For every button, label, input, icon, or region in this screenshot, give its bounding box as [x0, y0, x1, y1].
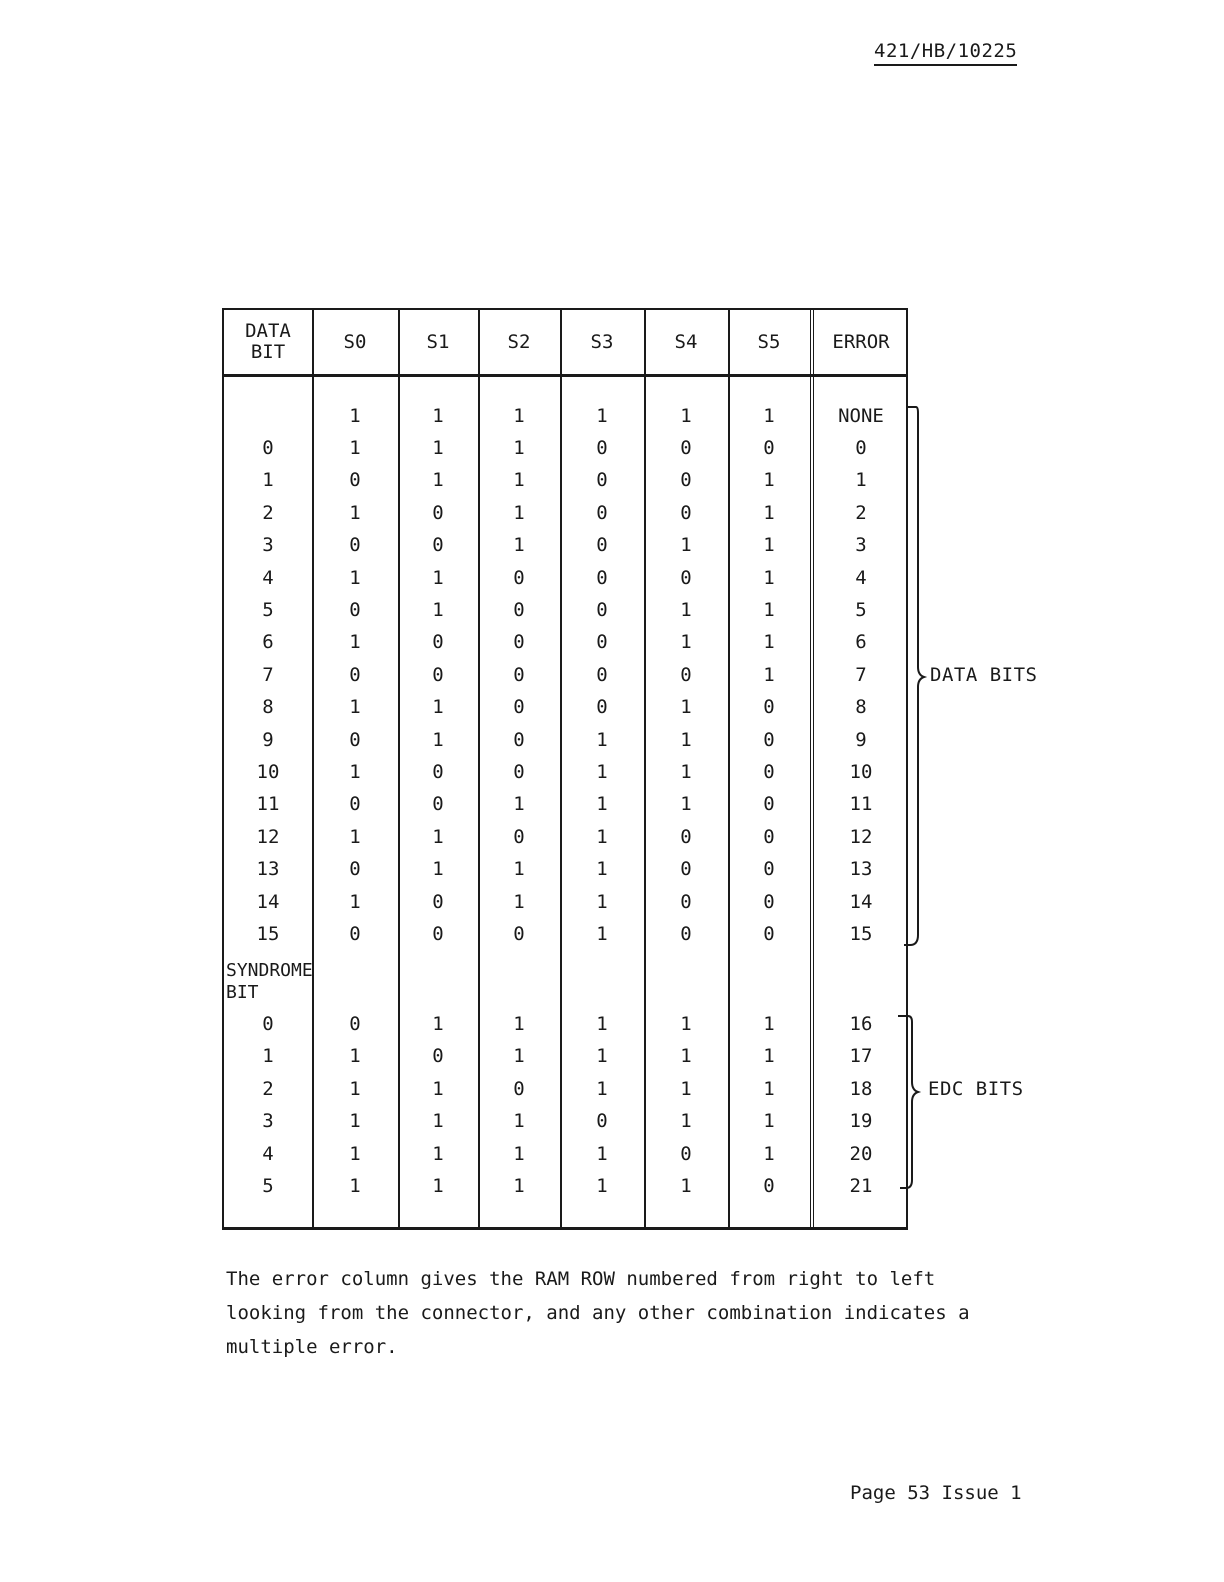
data-row-cell-s2: 1	[513, 469, 525, 491]
data-row-cell-error: 9	[855, 729, 867, 751]
syndrome-row-cell-s1: 1	[432, 1078, 444, 1100]
data-row-cell-s5: 0	[763, 437, 775, 459]
syndrome-row-cell-s1: 1	[432, 1013, 444, 1035]
caption-line: The error column gives the RAM ROW numbered from right to left	[226, 1268, 936, 1290]
edc-bits-brace	[896, 1012, 926, 1197]
data-row-cell-s0: 1	[349, 631, 361, 653]
data-row-cell-s2: 0	[513, 631, 525, 653]
no-error-row-cell-s5: 1	[763, 405, 775, 427]
no-error-row-cell-s3: 1	[596, 405, 608, 427]
column-divider	[312, 310, 314, 1227]
syndrome-row-cell-error: 21	[849, 1175, 873, 1197]
syndrome-row-cell-s1: 0	[432, 1045, 444, 1067]
syndrome-row-cell-error: 20	[849, 1143, 873, 1165]
data-row-cell-bit: 5	[262, 599, 274, 621]
data-row-cell-s3: 0	[596, 469, 608, 491]
syndrome-row-cell-s3: 1	[596, 1143, 608, 1165]
data-row-cell-bit: 7	[262, 664, 274, 686]
syndrome-row-cell-s0: 0	[349, 1013, 361, 1035]
data-row-cell-error: 12	[849, 826, 873, 848]
data-row-cell-bit: 10	[256, 761, 280, 783]
data-row-cell-s0: 1	[349, 502, 361, 524]
data-row-cell-s3: 1	[596, 858, 608, 880]
data-row-cell-bit: 13	[256, 858, 280, 880]
data-row-cell-s2: 1	[513, 793, 525, 815]
syndrome-row-cell-s0: 1	[349, 1143, 361, 1165]
syndrome-row-cell-s4: 1	[680, 1013, 692, 1035]
data-row-cell-s5: 0	[763, 793, 775, 815]
data-bits-brace	[898, 405, 928, 950]
data-row-cell-s3: 0	[596, 599, 608, 621]
column-divider	[728, 310, 730, 1227]
data-row-cell-s1: 0	[432, 923, 444, 945]
data-row-cell-error: 10	[849, 761, 873, 783]
data-row-cell-s5: 1	[763, 469, 775, 491]
data-row-cell-s5: 0	[763, 891, 775, 913]
data-row-cell-s1: 0	[432, 631, 444, 653]
syndrome-row-cell-s5: 1	[763, 1078, 775, 1100]
header-rule	[224, 374, 906, 377]
syndrome-row-cell-s0: 1	[349, 1175, 361, 1197]
data-row-cell-error: 6	[855, 631, 867, 653]
data-row-cell-s2: 0	[513, 826, 525, 848]
data-row-cell-s5: 0	[763, 923, 775, 945]
data-row-cell-s2: 1	[513, 437, 525, 459]
syndrome-row-cell-s1: 1	[432, 1175, 444, 1197]
data-row-cell-s2: 0	[513, 696, 525, 718]
data-row-cell-error: 4	[855, 567, 867, 589]
data-row-cell-s2: 0	[513, 664, 525, 686]
data-row-cell-s3: 0	[596, 534, 608, 556]
data-row-cell-s4: 1	[680, 599, 692, 621]
data-row-cell-s3: 0	[596, 502, 608, 524]
data-row-cell-s2: 1	[513, 858, 525, 880]
data-row-cell-s1: 1	[432, 469, 444, 491]
data-row-cell-s1: 1	[432, 696, 444, 718]
header-error: ERROR	[832, 330, 890, 353]
syndrome-row-cell-bit: 0	[262, 1013, 274, 1035]
data-row-cell-s0: 0	[349, 599, 361, 621]
data-row-cell-s5: 1	[763, 631, 775, 653]
data-row-cell-error: 8	[855, 696, 867, 718]
data-row-cell-s0: 0	[349, 923, 361, 945]
column-divider	[478, 310, 480, 1227]
data-row-cell-s0: 1	[349, 891, 361, 913]
data-row-cell-s5: 1	[763, 664, 775, 686]
data-row-cell-s3: 0	[596, 696, 608, 718]
data-row-cell-s2: 0	[513, 729, 525, 751]
column-divider	[560, 310, 562, 1227]
data-row-cell-error: 14	[849, 891, 873, 913]
data-row-cell-s2: 1	[513, 502, 525, 524]
data-row-cell-s1: 1	[432, 437, 444, 459]
data-row-cell-s5: 1	[763, 502, 775, 524]
data-row-cell-s0: 1	[349, 437, 361, 459]
data-row-cell-s0: 1	[349, 567, 361, 589]
data-row-cell-s1: 0	[432, 664, 444, 686]
data-row-cell-s3: 1	[596, 891, 608, 913]
data-row-cell-s0: 0	[349, 534, 361, 556]
data-row-cell-bit: 2	[262, 502, 274, 524]
data-row-cell-s2: 0	[513, 567, 525, 589]
column-divider-double	[810, 310, 814, 1227]
no-error-row-cell-s1: 1	[432, 405, 444, 427]
column-divider	[398, 310, 400, 1227]
data-row-cell-s4: 0	[680, 826, 692, 848]
caption-line: looking from the connector, and any other combination indicates a	[226, 1302, 970, 1324]
data-row-cell-s4: 1	[680, 631, 692, 653]
data-row-cell-s1: 1	[432, 599, 444, 621]
data-row-cell-s1: 0	[432, 793, 444, 815]
data-row-cell-s5: 0	[763, 761, 775, 783]
header-s5: S5	[757, 330, 781, 353]
data-row-cell-s1: 0	[432, 502, 444, 524]
syndrome-row-cell-s3: 1	[596, 1078, 608, 1100]
data-row-cell-s2: 0	[513, 761, 525, 783]
data-row-cell-s1: 0	[432, 891, 444, 913]
data-row-cell-s1: 1	[432, 826, 444, 848]
data-row-cell-s0: 0	[349, 793, 361, 815]
data-row-cell-s1: 1	[432, 729, 444, 751]
syndrome-row-cell-s3: 1	[596, 1013, 608, 1035]
data-row-cell-s0: 1	[349, 761, 361, 783]
data-row-cell-s1: 0	[432, 534, 444, 556]
data-row-cell-s4: 0	[680, 923, 692, 945]
data-row-cell-s0: 0	[349, 469, 361, 491]
data-row-cell-error: 5	[855, 599, 867, 621]
data-row-cell-s4: 0	[680, 858, 692, 880]
data-row-cell-s1: 1	[432, 858, 444, 880]
syndrome-row-cell-s5: 1	[763, 1013, 775, 1035]
data-row-cell-s4: 0	[680, 469, 692, 491]
data-row-cell-s0: 0	[349, 729, 361, 751]
syndrome-table	[222, 308, 908, 1230]
no-error-row-cell-s4: 1	[680, 405, 692, 427]
data-row-cell-s4: 1	[680, 534, 692, 556]
data-row-cell-s5: 0	[763, 826, 775, 848]
data-row-cell-s4: 0	[680, 664, 692, 686]
caption	[226, 1262, 986, 1364]
data-row-cell-bit: 1	[262, 469, 274, 491]
data-row-cell-s2: 0	[513, 923, 525, 945]
header-s2: S2	[507, 330, 531, 353]
syndrome-row-cell-s4: 1	[680, 1045, 692, 1067]
data-row-cell-s5: 1	[763, 599, 775, 621]
data-row-cell-s4: 1	[680, 793, 692, 815]
data-row-cell-s4: 1	[680, 729, 692, 751]
data-row-cell-s4: 1	[680, 761, 692, 783]
no-error-row-cell-s2: 1	[513, 405, 525, 427]
data-row-cell-error: 0	[855, 437, 867, 459]
data-row-cell-s2: 0	[513, 599, 525, 621]
syndrome-row-cell-s3: 1	[596, 1175, 608, 1197]
data-row-cell-s5: 0	[763, 858, 775, 880]
syndrome-row-cell-s2: 1	[513, 1175, 525, 1197]
data-row-cell-bit: 0	[262, 437, 274, 459]
data-row-cell-s4: 0	[680, 567, 692, 589]
page-footer: Page 53 Issue 1	[850, 1482, 1022, 1504]
data-row-cell-s4: 0	[680, 437, 692, 459]
data-row-cell-s3: 0	[596, 567, 608, 589]
syndrome-row-cell-s0: 1	[349, 1045, 361, 1067]
header-data-bit: DATA BIT	[245, 320, 291, 363]
data-row-cell-error: 15	[849, 923, 873, 945]
data-row-cell-bit: 8	[262, 696, 274, 718]
data-row-cell-s0: 0	[349, 858, 361, 880]
syndrome-row-cell-s5: 1	[763, 1110, 775, 1132]
data-row-cell-bit: 15	[256, 923, 280, 945]
data-row-cell-s1: 0	[432, 761, 444, 783]
data-row-cell-error: 7	[855, 664, 867, 686]
syndrome-row-cell-s4: 1	[680, 1078, 692, 1100]
syndrome-row-cell-bit: 2	[262, 1078, 274, 1100]
syndrome-row-cell-s5: 1	[763, 1045, 775, 1067]
data-row-cell-s2: 1	[513, 891, 525, 913]
data-row-cell-s1: 1	[432, 567, 444, 589]
caption-line: multiple error.	[226, 1336, 398, 1358]
syndrome-row-cell-s4: 1	[680, 1110, 692, 1132]
syndrome-row-cell-s3: 0	[596, 1110, 608, 1132]
syndrome-row-cell-s2: 1	[513, 1013, 525, 1035]
syndrome-row-cell-s3: 1	[596, 1045, 608, 1067]
syndrome-row-cell-s1: 1	[432, 1143, 444, 1165]
data-row-cell-s3: 1	[596, 826, 608, 848]
data-row-cell-s5: 0	[763, 729, 775, 751]
data-row-cell-error: 3	[855, 534, 867, 556]
data-row-cell-s5: 0	[763, 696, 775, 718]
syndrome-row-cell-error: 18	[849, 1078, 873, 1100]
data-row-cell-s3: 1	[596, 729, 608, 751]
data-row-cell-s0: 1	[349, 696, 361, 718]
data-row-cell-s3: 0	[596, 437, 608, 459]
data-row-cell-bit: 12	[256, 826, 280, 848]
syndrome-row-cell-error: 16	[849, 1013, 873, 1035]
syndrome-row-cell-s0: 1	[349, 1110, 361, 1132]
data-row-cell-bit: 9	[262, 729, 274, 751]
data-row-cell-s5: 1	[763, 567, 775, 589]
syndrome-row-cell-error: 19	[849, 1110, 873, 1132]
syndrome-row-cell-bit: 1	[262, 1045, 274, 1067]
syndrome-bit-label: SYNDROME BIT	[226, 960, 313, 1003]
syndrome-row-cell-s2: 1	[513, 1143, 525, 1165]
data-row-cell-bit: 4	[262, 567, 274, 589]
syndrome-row-cell-s4: 1	[680, 1175, 692, 1197]
data-row-cell-bit: 11	[256, 793, 280, 815]
header-s4: S4	[674, 330, 698, 353]
no-error-row-cell-error: NONE	[838, 405, 884, 427]
data-row-cell-s4: 0	[680, 891, 692, 913]
data-row-cell-s0: 0	[349, 664, 361, 686]
header-s1: S1	[426, 330, 450, 353]
data-row-cell-s4: 1	[680, 696, 692, 718]
data-row-cell-s4: 0	[680, 502, 692, 524]
data-row-cell-s3: 0	[596, 664, 608, 686]
syndrome-row-cell-s2: 1	[513, 1045, 525, 1067]
syndrome-row-cell-error: 17	[849, 1045, 873, 1067]
data-row-cell-s5: 1	[763, 534, 775, 556]
data-row-cell-bit: 14	[256, 891, 280, 913]
syndrome-row-cell-bit: 4	[262, 1143, 274, 1165]
no-error-row-cell-s0: 1	[349, 405, 361, 427]
syndrome-row-cell-s0: 1	[349, 1078, 361, 1100]
edc-bits-label: EDC BITS	[928, 1078, 1024, 1100]
syndrome-row-cell-s2: 1	[513, 1110, 525, 1132]
data-row-cell-error: 2	[855, 502, 867, 524]
data-row-cell-s2: 1	[513, 534, 525, 556]
data-row-cell-bit: 6	[262, 631, 274, 653]
data-row-cell-error: 11	[849, 793, 873, 815]
data-row-cell-s3: 0	[596, 631, 608, 653]
syndrome-row-cell-s5: 1	[763, 1143, 775, 1165]
syndrome-row-cell-bit: 3	[262, 1110, 274, 1132]
syndrome-row-cell-s4: 0	[680, 1143, 692, 1165]
syndrome-row-cell-s5: 0	[763, 1175, 775, 1197]
column-divider	[644, 310, 646, 1227]
data-row-cell-s3: 1	[596, 793, 608, 815]
syndrome-row-cell-s2: 0	[513, 1078, 525, 1100]
data-row-cell-s3: 1	[596, 761, 608, 783]
data-row-cell-s3: 1	[596, 923, 608, 945]
syndrome-row-cell-bit: 5	[262, 1175, 274, 1197]
data-row-cell-bit: 3	[262, 534, 274, 556]
data-bits-label: DATA BITS	[930, 664, 1038, 686]
document-reference: 421/HB/10225	[874, 40, 1017, 66]
header-s0: S0	[343, 330, 367, 353]
data-row-cell-error: 1	[855, 469, 867, 491]
data-row-cell-error: 13	[849, 858, 873, 880]
syndrome-row-cell-s1: 1	[432, 1110, 444, 1132]
data-row-cell-s0: 1	[349, 826, 361, 848]
header-s3: S3	[590, 330, 614, 353]
